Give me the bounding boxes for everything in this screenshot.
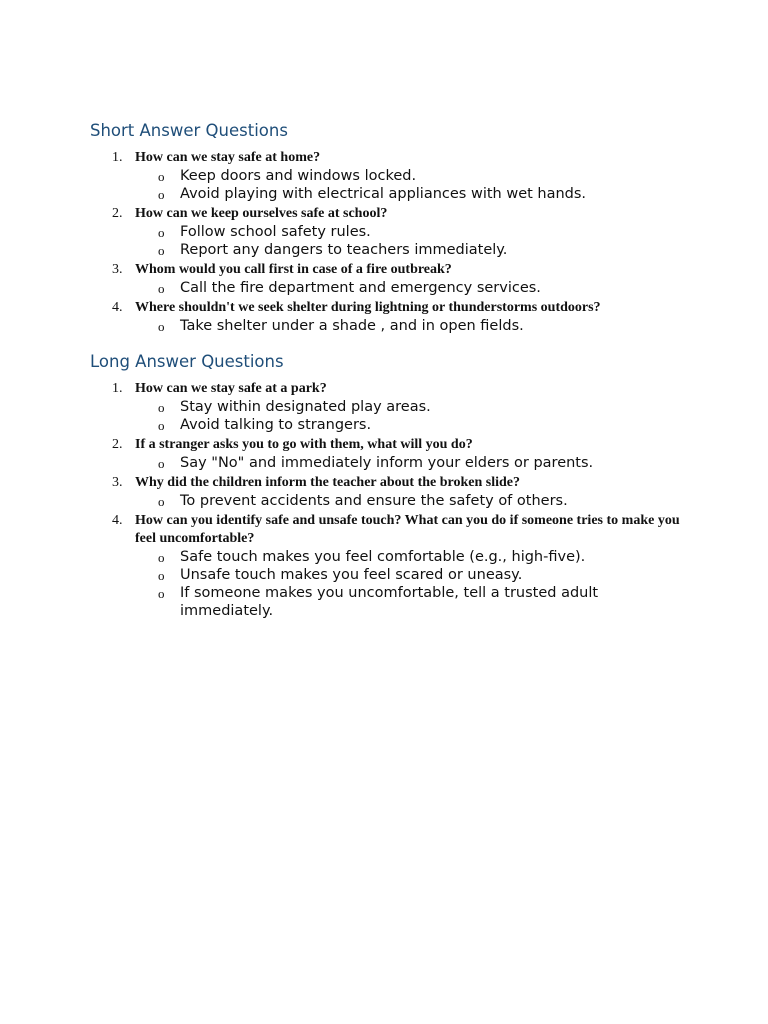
answer-text: To prevent accidents and ensure the safety of others. (180, 493, 568, 509)
answer-text: Call the fire department and emergency services. (180, 280, 541, 296)
question-item (90, 512, 690, 620)
answer-item (135, 167, 690, 185)
question-text: If a stranger asks you to go with them, what will you do? (135, 437, 473, 452)
answer-text: Follow school safety rules. (180, 224, 371, 240)
question-item (90, 474, 690, 510)
answer-item (135, 279, 690, 297)
answer-text: Take shelter under a shade , and in open fields. (180, 318, 524, 334)
question-number: 4. (112, 513, 123, 528)
bullet-icon: o (158, 568, 165, 583)
question-number: 3. (112, 262, 123, 277)
answer-item (135, 454, 690, 472)
bullet-icon: o (158, 187, 165, 202)
bullet-icon: o (158, 243, 165, 258)
answer-text: Say "No" and immediately inform your elders or parents. (180, 455, 594, 471)
bullet-icon: o (158, 400, 165, 415)
answer-text: Stay within designated play areas. (180, 399, 431, 415)
question-item (90, 149, 690, 203)
question-number: 1. (112, 381, 123, 396)
answer-text: If someone makes you uncomfortable, tell a trusted adult immediately. (180, 585, 599, 619)
bullet-icon: o (158, 169, 165, 184)
bullet-icon: o (158, 586, 165, 601)
question-text: How can we stay safe at a park? (135, 381, 327, 396)
question-text: Whom would you call first in case of a fire outbreak? (135, 262, 452, 277)
answer-item (135, 223, 690, 241)
answer-list (135, 279, 690, 297)
question-item (90, 205, 690, 259)
answer-item (135, 185, 690, 203)
bullet-icon: o (158, 550, 165, 565)
question-text: How can we keep ourselves safe at school? (135, 206, 388, 221)
answer-list (135, 223, 690, 259)
answer-item (135, 241, 690, 259)
long-question-list (90, 380, 690, 620)
short-question-list (90, 149, 690, 335)
bullet-icon: o (158, 494, 165, 509)
question-text: How can we stay safe at home? (135, 150, 321, 165)
bullet-icon: o (158, 281, 165, 296)
question-number: 2. (112, 206, 123, 221)
short-answer-heading: Short Answer Questions (90, 121, 288, 140)
short-answer-section (90, 121, 690, 337)
answer-text: Report any dangers to teachers immediately. (180, 242, 508, 258)
answer-item (135, 416, 690, 434)
question-text: How can you identify safe and unsafe touch? What can you do if someone tries to make you feel uncomfortable? (135, 513, 680, 546)
question-item (90, 261, 690, 297)
answer-item (135, 584, 690, 620)
answer-list (135, 548, 690, 620)
question-text: Where shouldn't we seek shelter during lightning or thunderstorms outdoors? (135, 300, 601, 315)
answer-item (135, 317, 690, 335)
bullet-icon: o (158, 225, 165, 240)
answer-text: Safe touch makes you feel comfortable (e.g., high-five). (180, 549, 586, 565)
answer-text: Unsafe touch makes you feel scared or uneasy. (180, 567, 523, 583)
answer-item (135, 548, 690, 566)
bullet-icon: o (158, 456, 165, 471)
answer-list (135, 317, 690, 335)
answer-list (135, 398, 690, 434)
answer-list (135, 454, 690, 472)
answer-text: Keep doors and windows locked. (180, 168, 417, 184)
bullet-icon: o (158, 319, 165, 334)
long-answer-heading: Long Answer Questions (90, 352, 284, 371)
answer-item (135, 398, 690, 416)
question-number: 3. (112, 475, 123, 490)
question-item (90, 380, 690, 434)
question-text: Why did the children inform the teacher about the broken slide? (135, 475, 521, 490)
answer-text: Avoid playing with electrical appliances with wet hands. (180, 186, 587, 202)
answer-text: Avoid talking to strangers. (180, 417, 372, 433)
answer-item (135, 492, 690, 510)
question-item (90, 436, 690, 472)
answer-list (135, 167, 690, 203)
answer-list (135, 492, 690, 510)
question-number: 2. (112, 437, 123, 452)
question-item (90, 299, 690, 335)
long-answer-section (90, 352, 690, 622)
question-number: 1. (112, 150, 123, 165)
bullet-icon: o (158, 418, 165, 433)
answer-item (135, 566, 690, 584)
question-number: 4. (112, 300, 123, 315)
